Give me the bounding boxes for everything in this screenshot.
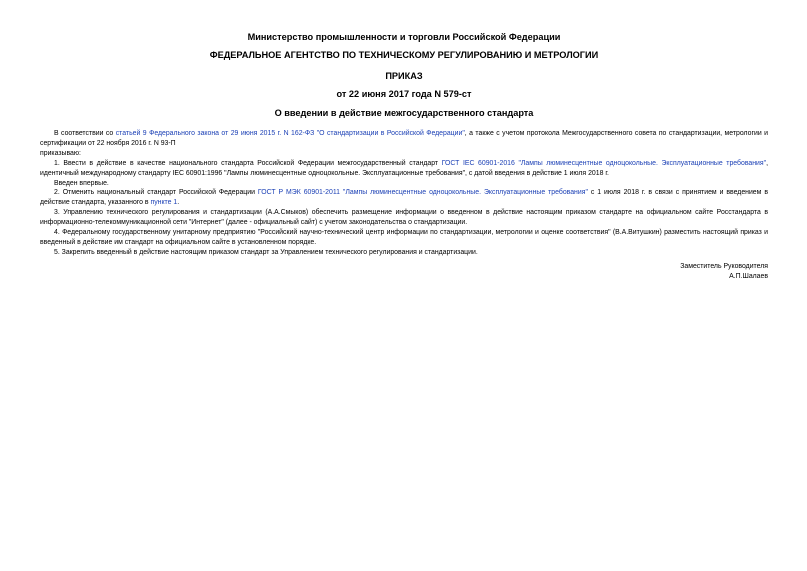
- signer-position: Заместитель Руководителя: [680, 262, 768, 270]
- item-4-paragraph: 4. Федеральному государственному унитарному предприятию "Российский научно-технический центр информации по стандартизации, метрологии и оценке соответствия" (В.А.Витушкин) разместить настоящий приказ и введенный в действие им стандарт на официальном сайте в установленном порядке.: [40, 229, 768, 246]
- federal-law-link[interactable]: статьей 9 Федерального закона от 29 июня 2015 г. N 162-ФЗ "О стандартизации в Российской Федерации": [115, 130, 465, 137]
- document-date-number: от 22 июня 2017 года N 579-ст: [336, 89, 472, 99]
- document-page: [40, 30, 768, 283]
- order-word: приказываю:: [40, 149, 81, 157]
- gost-iec-60901-2016-link[interactable]: ГОСТ IEC 60901-2016 "Лампы люминесцентные одноцокольные. Эксплуатационные требования": [441, 159, 767, 167]
- preamble-paragraph: [40, 129, 768, 149]
- document-subject: О введении в действие межгосударственного стандарта: [274, 108, 534, 118]
- document-body: [40, 129, 768, 258]
- agency-heading: ФЕДЕРАЛЬНОЕ АГЕНТСТВО ПО ТЕХНИЧЕСКОМУ РЕГУЛИРОВАНИЮ И МЕТРОЛОГИИ: [209, 50, 599, 60]
- ministry-heading: Министерство промышленности и торговли Российской Федерации: [247, 32, 561, 42]
- item-1-reference-link[interactable]: пункте 1: [150, 199, 178, 207]
- item-3-paragraph: 3. Управлению технического регулирования и стандартизации (А.А.Смыков) обеспечить размещение информации о введенном в действие настоящим приказом стандарте на официальном сайте Росстандарта в информационно-телекоммуникационной сети "Интернет" (далее - официальный сайт) с учетом законодательства о стандартизации.: [40, 209, 768, 227]
- item-2-paragraph: [40, 188, 768, 208]
- item-2-text-1: 2. Отменить национальный стандарт Российской Федерации: [54, 189, 258, 197]
- item-1-paragraph: [40, 159, 768, 179]
- signature-block: [40, 262, 768, 283]
- gost-r-mek-60901-2011-link[interactable]: ГОСТ Р МЭК 60901-2011 "Лампы люминесцентные одноцокольные. Эксплуатационные требования": [257, 189, 588, 197]
- item-5-paragraph: 5. Закрепить введенный в действие настоящим приказом стандарт за Управлением технического регулирования и стандартизации.: [54, 248, 478, 256]
- item-2-text-2: с 1 июля 2018 г. в связи с принятием и введением в действие стандарта, указанного в: [40, 189, 768, 207]
- item-1-text-1: 1. Ввести в действие в качестве национального стандарта Российской Федерации межгосударственный стандарт: [54, 159, 442, 167]
- item-2-text-3: .: [177, 199, 180, 207]
- item-1-text-2: , идентичный международному стандарту IEC 60901:1996 "Лампы люминесцентные одноцокольные. Эксплуатационные требования", с датой введения в действие 1 июля 2018 г.: [40, 159, 768, 177]
- document-type-heading: ПРИКАЗ: [385, 71, 423, 81]
- preamble-text-1: В соответствии со: [54, 130, 116, 137]
- preamble-text-2: , а также с учетом протокола Межгосударственного совета по стандартизации, метрологии и сертификации от 22 ноября 2016 г. N 93-П: [40, 130, 768, 147]
- item-1-note: Введен впервые.: [54, 179, 109, 187]
- signer-name: А.П.Шалаев: [729, 273, 768, 281]
